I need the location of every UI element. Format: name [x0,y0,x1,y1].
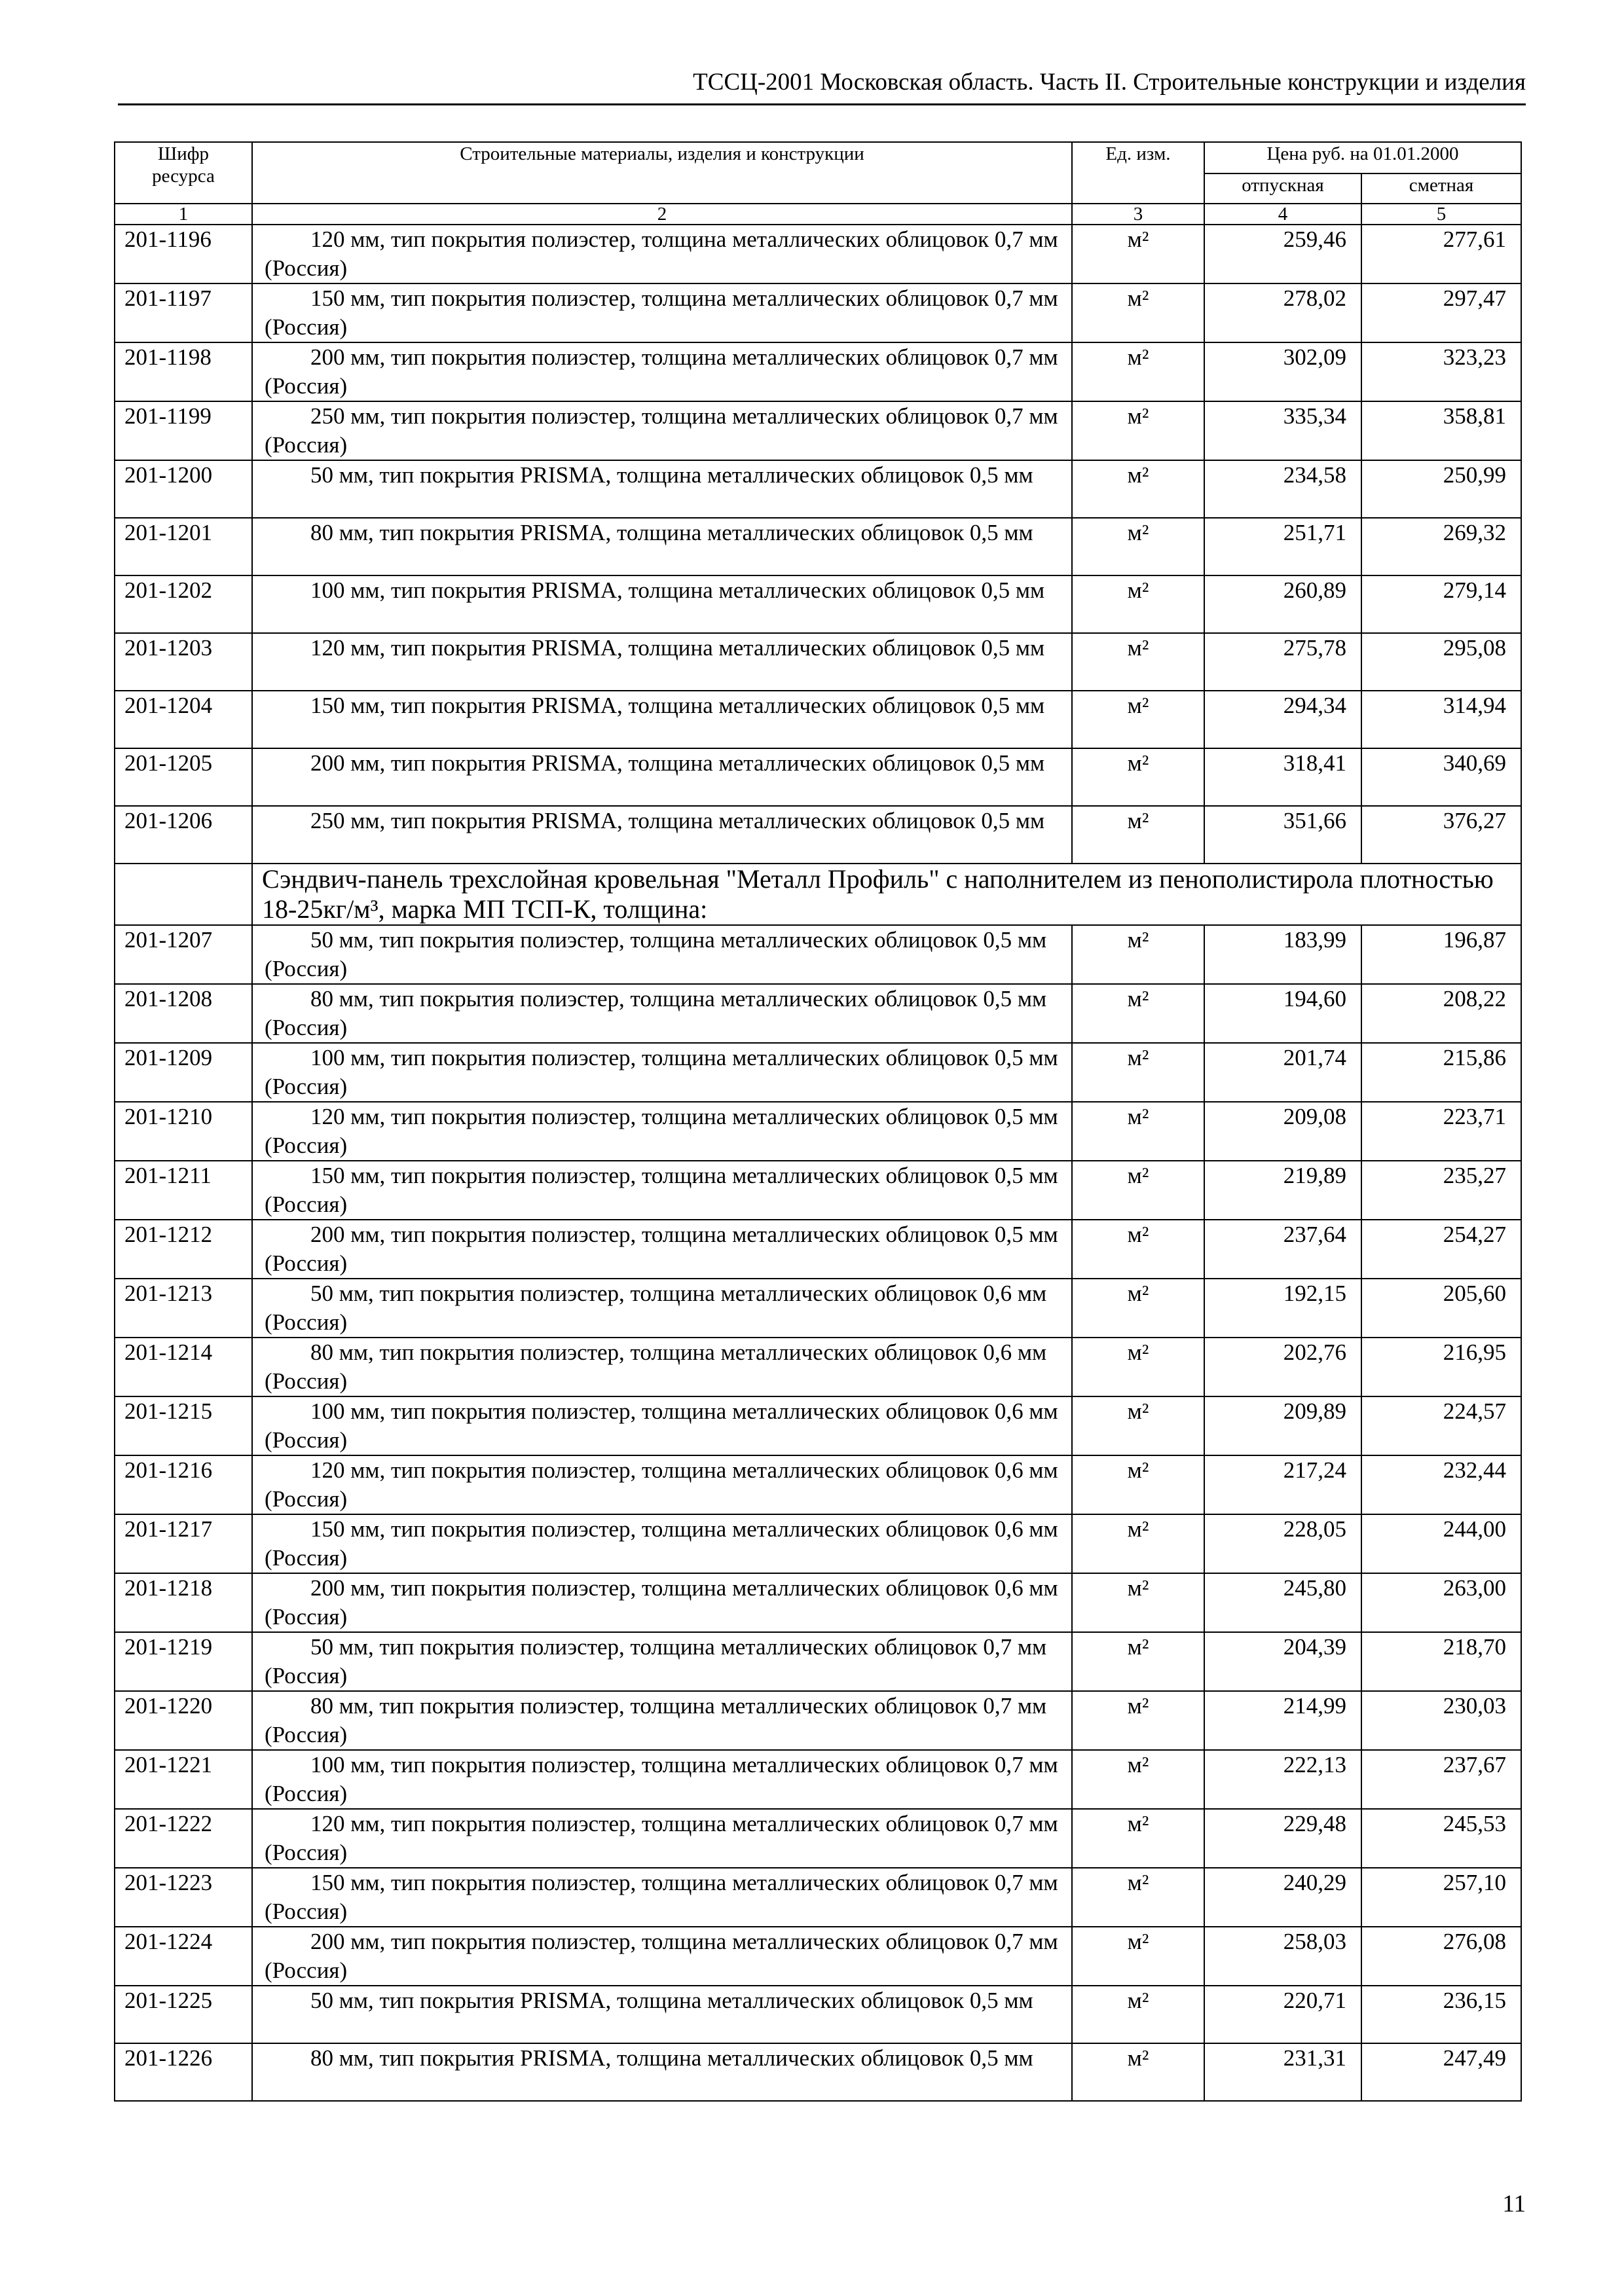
table-row [115,748,1521,806]
material-description-text: 50 мм, тип покрытия полиэстер, толщина металлических облицовок 0,7 мм (Россия) [265,1634,1047,1688]
material-description-text: 100 мм, тип покрытия полиэстер, толщина металлических облицовок 0,6 мм (Россия) [265,1398,1058,1453]
estimate-price: 340,69 [1361,748,1521,806]
estimate-price: 247,49 [1361,2043,1521,2101]
material-description [252,1455,1072,1514]
unit-cell: м² [1072,984,1204,1043]
material-description-text: 80 мм, тип покрытия полиэстер, толщина металлических облицовок 0,6 мм (Россия) [265,1339,1047,1394]
release-price: 204,39 [1204,1632,1361,1691]
material-description [252,1573,1072,1632]
material-description-text: 120 мм, тип покрытия полиэстер, толщина металлических облицовок 0,7 мм (Россия) [265,1811,1058,1865]
table-row [115,1102,1521,1161]
table-row [115,1514,1521,1573]
resource-code: 201-1203 [115,633,252,691]
release-price: 259,46 [1204,225,1361,283]
resource-code: 201-1207 [115,925,252,984]
table-row [115,1750,1521,1809]
table-row [115,691,1521,748]
resource-code: 201-1225 [115,1986,252,2043]
material-description-text: 200 мм, тип покрытия PRISMA, толщина металлических облицовок 0,5 мм [310,750,1045,776]
header-estimate: сметная [1361,173,1521,204]
resource-code: 201-1223 [115,1868,252,1927]
table-row [115,1986,1521,2043]
resource-code: 201-1204 [115,691,252,748]
unit-cell: м² [1072,1927,1204,1986]
unit-cell: м² [1072,401,1204,460]
unit-cell: м² [1072,225,1204,283]
table-row [115,1868,1521,1927]
table-row [115,342,1521,401]
release-price: 278,02 [1204,283,1361,342]
estimate-price: 223,71 [1361,1102,1521,1161]
table-row [115,1455,1521,1514]
material-description-text: 200 мм, тип покрытия полиэстер, толщина металлических облицовок 0,7 мм (Россия) [265,344,1058,399]
resource-code: 201-1216 [115,1455,252,1514]
material-description-text: 120 мм, тип покрытия полиэстер, толщина металлических облицовок 0,7 мм (Россия) [265,227,1058,281]
page-number: 11 [1502,2191,1526,2217]
table-row [115,633,1521,691]
header-price-group: Цена руб. на 01.01.2000 [1204,142,1521,173]
unit-cell: м² [1072,1573,1204,1632]
release-price: 183,99 [1204,925,1361,984]
release-price: 220,71 [1204,1986,1361,2043]
price-table [114,141,1522,2102]
table-row [115,1573,1521,1632]
table-row [115,2043,1521,2101]
rows-before-section [115,225,1521,864]
material-description [252,748,1072,806]
unit-cell: м² [1072,1691,1204,1750]
estimate-price: 232,44 [1361,1455,1521,1514]
resource-code: 201-1218 [115,1573,252,1632]
resource-code: 201-1221 [115,1750,252,1809]
resource-code: 201-1202 [115,575,252,633]
unit-cell: м² [1072,1514,1204,1573]
material-description [252,2043,1072,2101]
estimate-price: 358,81 [1361,401,1521,460]
material-description [252,1043,1072,1102]
column-number: 3 [1072,204,1204,225]
material-description-text: 100 мм, тип покрытия полиэстер, толщина металлических облицовок 0,7 мм (Россия) [265,1752,1058,1806]
material-description-text: 80 мм, тип покрытия PRISMA, толщина металлических облицовок 0,5 мм [310,520,1033,545]
estimate-price: 205,60 [1361,1279,1521,1338]
release-price: 217,24 [1204,1455,1361,1514]
material-description-text: 150 мм, тип покрытия полиэстер, толщина металлических облицовок 0,7 мм (Россия) [265,285,1058,340]
unit-cell: м² [1072,633,1204,691]
release-price: 228,05 [1204,1514,1361,1573]
resource-code: 201-1215 [115,1396,252,1455]
material-description-text: 100 мм, тип покрытия полиэстер, толщина металлических облицовок 0,5 мм (Россия) [265,1045,1058,1099]
material-description [252,1514,1072,1573]
table-row [115,1632,1521,1691]
release-price: 318,41 [1204,748,1361,806]
resource-code: 201-1212 [115,1220,252,1279]
resource-code: 201-1209 [115,1043,252,1102]
table-header-row [115,142,1521,173]
unit-cell: м² [1072,691,1204,748]
estimate-price: 254,27 [1361,1220,1521,1279]
material-description [252,1986,1072,2043]
material-description-text: 50 мм, тип покрытия полиэстер, толщина металлических облицовок 0,6 мм (Россия) [265,1281,1047,1335]
section-heading-row [115,864,1521,925]
table-row [115,1043,1521,1102]
estimate-price: 257,10 [1361,1868,1521,1927]
material-description [252,342,1072,401]
resource-code: 201-1213 [115,1279,252,1338]
unit-cell: м² [1072,575,1204,633]
release-price: 237,64 [1204,1220,1361,1279]
estimate-price: 376,27 [1361,806,1521,864]
estimate-price: 297,47 [1361,283,1521,342]
unit-cell: м² [1072,1161,1204,1220]
release-price: 209,08 [1204,1102,1361,1161]
estimate-price: 295,08 [1361,633,1521,691]
table-row [115,225,1521,283]
material-description [252,283,1072,342]
estimate-price: 245,53 [1361,1809,1521,1868]
estimate-price: 269,32 [1361,518,1521,575]
resource-code: 201-1222 [115,1809,252,1868]
material-description-text: 50 мм, тип покрытия полиэстер, толщина металлических облицовок 0,5 мм (Россия) [265,927,1047,981]
material-description [252,575,1072,633]
column-number: 4 [1204,204,1361,225]
material-description-text: 80 мм, тип покрытия полиэстер, толщина металлических облицовок 0,5 мм (Россия) [265,986,1047,1040]
estimate-price: 277,61 [1361,225,1521,283]
resource-code: 201-1217 [115,1514,252,1573]
estimate-price: 235,27 [1361,1161,1521,1220]
material-description-text: 50 мм, тип покрытия PRISMA, толщина металлических облицовок 0,5 мм [310,1988,1033,2013]
estimate-price: 323,23 [1361,342,1521,401]
material-description-text: 200 мм, тип покрытия полиэстер, толщина металлических облицовок 0,6 мм (Россия) [265,1575,1058,1630]
material-description [252,806,1072,864]
header-name: Строительные материалы, изделия и конструкции [252,142,1072,204]
resource-code: 201-1208 [115,984,252,1043]
material-description [252,1220,1072,1279]
resource-code: 201-1205 [115,748,252,806]
release-price: 219,89 [1204,1161,1361,1220]
material-description [252,691,1072,748]
material-description-text: 250 мм, тип покрытия полиэстер, толщина металлических облицовок 0,7 мм (Россия) [265,403,1058,458]
section-heading-empty-cell [115,864,252,925]
page-header-title: ТССЦ-2001 Московская область. Часть II. Строительные конструкции и изделия [693,69,1526,96]
material-description-text: 100 мм, тип покрытия PRISMA, толщина металлических облицовок 0,5 мм [310,577,1045,603]
unit-cell: м² [1072,1750,1204,1809]
table-row [115,1220,1521,1279]
section-heading: Сэндвич-панель трехслойная кровельная "Металл Профиль" с наполнителем из пенополистирола плотностью 18-25кг/м³, марка МП ТСП-К, толщина: [252,864,1521,925]
estimate-price: 216,95 [1361,1338,1521,1396]
release-price: 194,60 [1204,984,1361,1043]
resource-code: 201-1206 [115,806,252,864]
material-description [252,1632,1072,1691]
release-price: 302,09 [1204,342,1361,401]
table-row [115,1809,1521,1868]
material-description-text: 150 мм, тип покрытия полиэстер, толщина металлических облицовок 0,6 мм (Россия) [265,1516,1058,1571]
table-row [115,283,1521,342]
unit-cell: м² [1072,283,1204,342]
material-description [252,1750,1072,1809]
unit-cell: м² [1072,342,1204,401]
table-row [115,1927,1521,1986]
release-price: 245,80 [1204,1573,1361,1632]
material-description [252,1868,1072,1927]
resource-code: 201-1198 [115,342,252,401]
unit-cell: м² [1072,1043,1204,1102]
release-price: 231,31 [1204,2043,1361,2101]
resource-code: 201-1219 [115,1632,252,1691]
unit-cell: м² [1072,1986,1204,2043]
header-unit: Ед. изм. [1072,142,1204,204]
material-description-text: 120 мм, тип покрытия полиэстер, толщина металлических облицовок 0,5 мм (Россия) [265,1104,1058,1158]
material-description-text: 80 мм, тип покрытия полиэстер, толщина металлических облицовок 0,7 мм (Россия) [265,1693,1047,1747]
resource-code: 201-1201 [115,518,252,575]
material-description [252,1279,1072,1338]
table-row [115,575,1521,633]
unit-cell: м² [1072,806,1204,864]
material-description [252,925,1072,984]
estimate-price: 218,70 [1361,1632,1521,1691]
material-description-text: 200 мм, тип покрытия полиэстер, толщина металлических облицовок 0,5 мм (Россия) [265,1222,1058,1276]
unit-cell: м² [1072,1396,1204,1455]
material-description [252,1691,1072,1750]
release-price: 214,99 [1204,1691,1361,1750]
material-description-text: 250 мм, тип покрытия PRISMA, толщина металлических облицовок 0,5 мм [310,808,1045,833]
release-price: 202,76 [1204,1338,1361,1396]
material-description [252,1161,1072,1220]
estimate-price: 236,15 [1361,1986,1521,2043]
table-row [115,1691,1521,1750]
unit-cell: м² [1072,1102,1204,1161]
material-description [252,1102,1072,1161]
estimate-price: 237,67 [1361,1750,1521,1809]
release-price: 275,78 [1204,633,1361,691]
resource-code: 201-1220 [115,1691,252,1750]
unit-cell: м² [1072,1868,1204,1927]
table-row [115,518,1521,575]
unit-cell: м² [1072,1809,1204,1868]
material-description [252,633,1072,691]
release-price: 294,34 [1204,691,1361,748]
estimate-price: 230,03 [1361,1691,1521,1750]
material-description-text: 150 мм, тип покрытия полиэстер, толщина металлических облицовок 0,5 мм (Россия) [265,1163,1058,1217]
resource-code: 201-1211 [115,1161,252,1220]
table-row [115,460,1521,518]
material-description-text: 200 мм, тип покрытия полиэстер, толщина металлических облицовок 0,7 мм (Россия) [265,1929,1058,1983]
release-price: 209,89 [1204,1396,1361,1455]
resource-code: 201-1200 [115,460,252,518]
table-row [115,925,1521,984]
table-row [115,401,1521,460]
table-row [115,806,1521,864]
unit-cell: м² [1072,1338,1204,1396]
rows-after-section [115,925,1521,2101]
table-row [115,1396,1521,1455]
estimate-price: 314,94 [1361,691,1521,748]
table-row [115,1338,1521,1396]
table-row [115,1161,1521,1220]
unit-cell: м² [1072,748,1204,806]
material-description [252,460,1072,518]
unit-cell: м² [1072,925,1204,984]
resource-code: 201-1224 [115,1927,252,1986]
unit-cell: м² [1072,1279,1204,1338]
resource-code: 201-1226 [115,2043,252,2101]
section-heading-group [115,864,1521,925]
resource-code: 201-1197 [115,283,252,342]
estimate-price: 215,86 [1361,1043,1521,1102]
material-description [252,1927,1072,1986]
material-description [252,1338,1072,1396]
table-row [115,984,1521,1043]
unit-cell: м² [1072,1455,1204,1514]
estimate-price: 208,22 [1361,984,1521,1043]
estimate-price: 250,99 [1361,460,1521,518]
material-description-text: 150 мм, тип покрытия PRISMA, толщина металлических облицовок 0,5 мм [310,693,1045,718]
release-price: 351,66 [1204,806,1361,864]
release-price: 260,89 [1204,575,1361,633]
header-code: Шифр ресурса [115,142,252,204]
material-description [252,225,1072,283]
release-price: 258,03 [1204,1927,1361,1986]
estimate-price: 196,87 [1361,925,1521,984]
header-rule [118,103,1526,105]
column-number: 5 [1361,204,1521,225]
estimate-price: 279,14 [1361,575,1521,633]
material-description-text: 150 мм, тип покрытия полиэстер, толщина металлических облицовок 0,7 мм (Россия) [265,1870,1058,1924]
material-description [252,1396,1072,1455]
header-release: отпускная [1204,173,1361,204]
unit-cell: м² [1072,1220,1204,1279]
resource-code: 201-1199 [115,401,252,460]
unit-cell: м² [1072,1632,1204,1691]
release-price: 234,58 [1204,460,1361,518]
resource-code: 201-1214 [115,1338,252,1396]
estimate-price: 276,08 [1361,1927,1521,1986]
material-description [252,401,1072,460]
estimate-price: 244,00 [1361,1514,1521,1573]
estimate-price: 263,00 [1361,1573,1521,1632]
release-price: 201,74 [1204,1043,1361,1102]
resource-code: 201-1196 [115,225,252,283]
release-price: 251,71 [1204,518,1361,575]
release-price: 229,48 [1204,1809,1361,1868]
material-description-text: 120 мм, тип покрытия PRISMA, толщина металлических облицовок 0,5 мм [310,635,1045,661]
column-number: 1 [115,204,252,225]
column-number: 2 [252,204,1072,225]
release-price: 192,15 [1204,1279,1361,1338]
release-price: 335,34 [1204,401,1361,460]
material-description-text: 120 мм, тип покрытия полиэстер, толщина металлических облицовок 0,6 мм (Россия) [265,1457,1058,1512]
column-number-row [115,204,1521,225]
material-description [252,984,1072,1043]
resource-code: 201-1210 [115,1102,252,1161]
material-description [252,518,1072,575]
unit-cell: м² [1072,460,1204,518]
release-price: 222,13 [1204,1750,1361,1809]
material-description-text: 80 мм, тип покрытия PRISMA, толщина металлических облицовок 0,5 мм [310,2045,1033,2071]
estimate-price: 224,57 [1361,1396,1521,1455]
material-description [252,1809,1072,1868]
material-description-text: 50 мм, тип покрытия PRISMA, толщина металлических облицовок 0,5 мм [310,462,1033,488]
table-row [115,1279,1521,1338]
release-price: 240,29 [1204,1868,1361,1927]
unit-cell: м² [1072,2043,1204,2101]
unit-cell: м² [1072,518,1204,575]
